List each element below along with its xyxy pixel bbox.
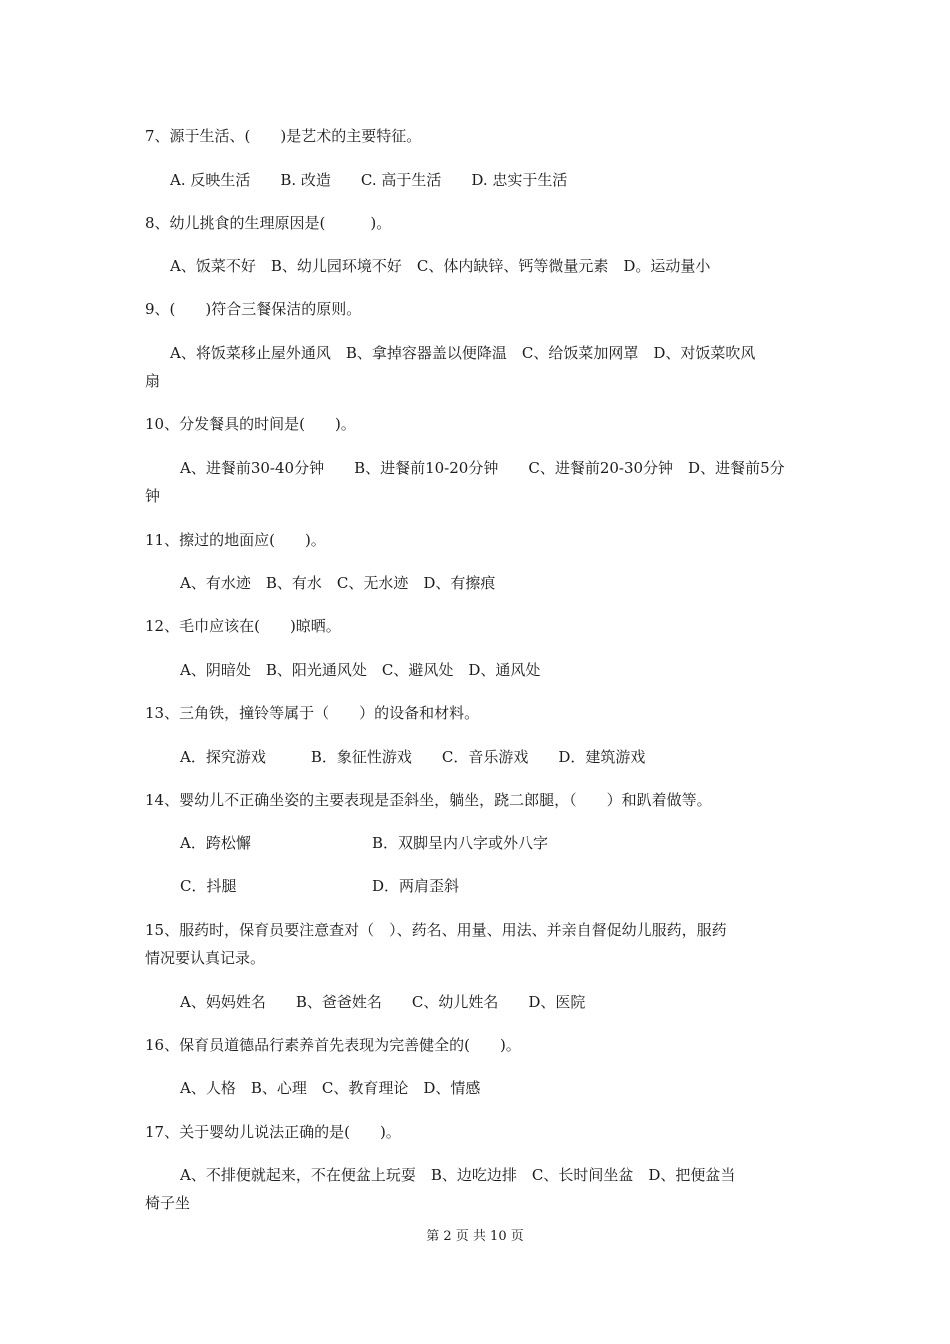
question-10-stem: 10、分发餐具的时间是( )。 xyxy=(145,415,356,433)
question-10-options-line2: 钟 xyxy=(145,487,161,505)
question-17-options-line1: A、不排便就起来，不在便盆上玩耍 B、边吃边排 C、长时间坐盆 D、把便盆当 xyxy=(180,1166,736,1184)
question-13-stem: 13、三角铁，撞铃等属于（ ）的设备和材料。 xyxy=(145,704,480,722)
question-11-stem: 11、擦过的地面应( )。 xyxy=(145,531,326,549)
page-number-footer: 第 2 页 共 10 页 xyxy=(426,1229,524,1244)
question-11-options: A、有水迹 B、有水 C、无水迹 D、有擦痕 xyxy=(180,574,496,592)
question-8-stem: 8、幼儿挑食的生理原因是( )。 xyxy=(145,214,392,232)
question-9-stem: 9、( )符合三餐保洁的原则。 xyxy=(145,300,362,318)
question-17-stem: 17、关于婴幼儿说法正确的是( )。 xyxy=(145,1123,401,1141)
question-7-stem: 7、源于生活、( )是艺术的主要特征。 xyxy=(145,127,422,145)
question-15-options: A、妈妈姓名 B、爸爸姓名 C、幼儿姓名 D、医院 xyxy=(180,993,586,1011)
question-16-options: A、人格 B、心理 C、教育理论 D、情感 xyxy=(180,1079,481,1097)
question-14-option-d: D．两肩歪斜 xyxy=(372,877,460,895)
question-13-options: A．探究游戏 B．象征性游戏 C．音乐游戏 D．建筑游戏 xyxy=(180,748,646,766)
question-15-stem-line2: 情况要认真记录。 xyxy=(145,949,266,967)
question-14-option-b: B．双脚呈内八字或外八字 xyxy=(372,834,549,852)
question-12-options: A、阴暗处 B、阳光通风处 C、避风处 D、通风处 xyxy=(180,661,541,679)
question-7-options: A. 反映生活 B. 改造 C. 高于生活 D. 忠实于生活 xyxy=(170,171,568,189)
question-10-options-line1: A、进餐前30-40分钟 B、进餐前10-20分钟 C、进餐前20-30分钟 D、进餐前5分 xyxy=(180,459,785,477)
question-14-option-a: A．跨松懈 xyxy=(180,834,251,852)
question-9-options-line2: 扇 xyxy=(145,372,161,390)
question-16-stem: 16、保育员道德品行素养首先表现为完善健全的( )。 xyxy=(145,1036,521,1054)
question-14-stem: 14、婴幼儿不正确坐姿的主要表现是歪斜坐，躺坐，跷二郎腿，（ ）和趴着做等。 xyxy=(145,791,712,809)
question-8-options: A、饭菜不好 B、幼儿园环境不好 C、体内缺锌、钙等微量元素 D。运动量小 xyxy=(170,257,711,275)
question-9-options-line1: A、将饭菜移止屋外通风 B、拿掉容器盖以便降温 C、给饭菜加网罩 D、对饭菜吹风 xyxy=(170,344,756,362)
question-15-stem-line1: 15、服药时，保育员要注意查对（ ）、药名、用量、用法、并亲自督促幼儿服药，服药 xyxy=(145,921,727,939)
question-17-options-line2: 椅子坐 xyxy=(145,1194,191,1212)
question-12-stem: 12、毛巾应该在( )晾晒。 xyxy=(145,617,341,635)
question-14-option-c: C．抖腿 xyxy=(180,877,237,895)
